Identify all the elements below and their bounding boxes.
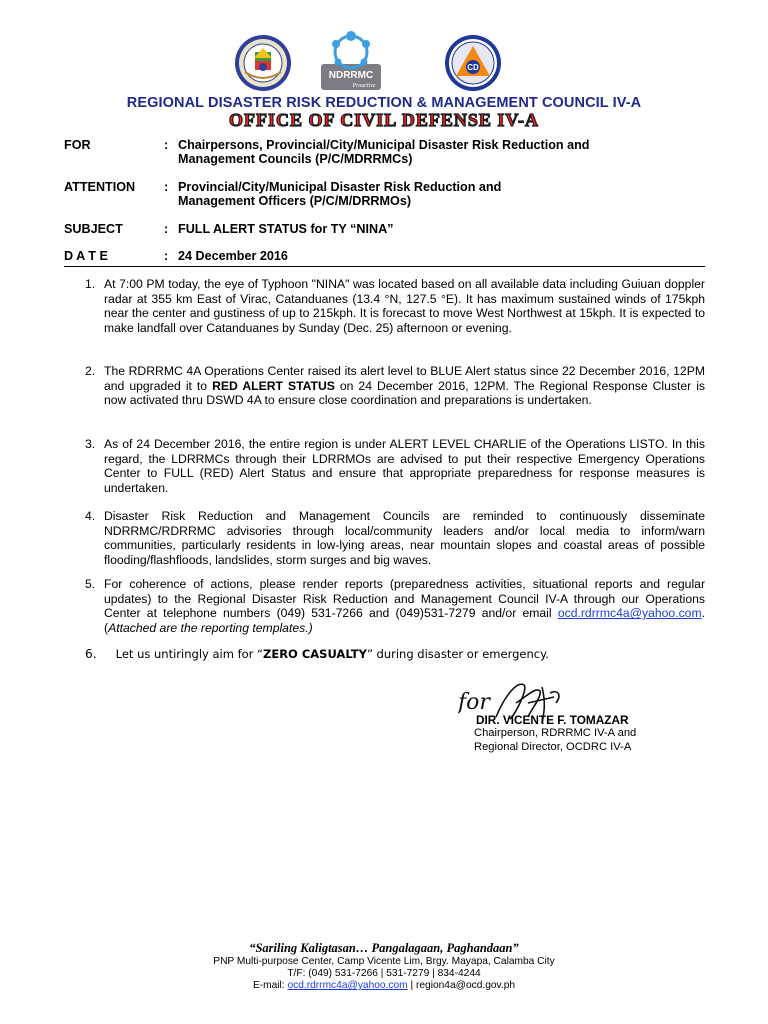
for-value-line-1: Chairpersons, Provincial/City/Municipal Disaster Risk Reduction and xyxy=(178,138,590,152)
for-value xyxy=(178,138,718,166)
footer-phones: T/F: (049) 531-7266 | 531-7279 | 834-4244 xyxy=(287,968,481,979)
paragraph-3-number: 3. xyxy=(85,437,96,451)
signature-for-script: for xyxy=(458,690,490,715)
ndrrmc-logo-tag: Proactive xyxy=(352,83,376,89)
attention-value-line-1: Provincial/City/Municipal Disaster Risk Reduction and xyxy=(178,180,502,194)
signatory-name: DIR. VICENTE F. TOMAZAR xyxy=(476,713,629,727)
subject-value: FULL ALERT STATUS for TY “NINA” xyxy=(178,222,394,236)
subject-label: SUBJECT xyxy=(64,222,123,236)
paragraph-3 xyxy=(85,437,705,495)
paragraph-5 xyxy=(85,577,705,635)
footer-email-link[interactable]: ocd.rdrrmc4a@yahoo.com xyxy=(287,980,408,991)
paragraph-2-part-b: on 24 December 2016, 12PM. The Regional Response Cluster is now activated thru DSWD 4A to ensure close coordination and preparations is undertaken. xyxy=(104,378,705,408)
footer-email-line xyxy=(0,980,768,991)
red-alert-status-text: RED ALERT STATUS xyxy=(212,378,335,393)
date-label: D A T E xyxy=(64,249,108,263)
paragraph-5-part-a: For coherence of actions, please render reports (preparedness activities, situational reports and regular updates) to the Regional Disaster Risk Reduction and Management Council IV-A through our Operations Center at telephone numbers (049) 531-7266 and (049)531-7279 and/or email xyxy=(104,577,705,621)
paragraph-4-text: Disaster Risk Reduction and Management Councils are reminded to continuously disseminate NDRRMC/RDRRMC advisories through local/community leaders and/or local media to inform/warn communities, particularly residents in low-lying areas, near mountain slopes and coastal areas of possible flooding/flashfloods, landslides, storm surges and big waves. xyxy=(104,509,705,567)
for-colon: : xyxy=(164,138,169,152)
office-title: OFFICE OF CIVIL DEFENSE IV-A xyxy=(228,110,540,130)
paragraph-3-text: As of 24 December 2016, the entire region is under ALERT LEVEL CHARLIE of the Operations LISTO. In this regard, the LDRRMCs through their LDRRMOs are advised to put their respective Emergency Operations Center to FULL (RED) Alert Status and ensure that appropriate preparedness for response measures is undertaken. xyxy=(104,437,705,495)
attention-value xyxy=(178,180,718,208)
ocd-logo-text: CD xyxy=(467,63,479,72)
paragraph-2-number: 2. xyxy=(85,364,96,378)
footer-email-secondary: | region4a@ocd.gov.ph xyxy=(407,980,516,991)
date-colon: : xyxy=(164,249,169,263)
subject-colon: : xyxy=(164,222,169,236)
paragraph-6-text xyxy=(116,647,549,661)
paragraph-5-number: 5. xyxy=(85,577,96,591)
paragraph-2 xyxy=(85,364,705,408)
paragraph-1-number: 1. xyxy=(85,277,96,291)
paragraph-1-text: At 7:00 PM today, the eye of Typhoon "NINA" was located based on all available data including Guiuan doppler radar at 355 km East of Virac, Catanduanes (13.4 °N, 127.5 °E). It has maximum sustained winds of 175kph near the center and gustiness of up to 215kph. It is forecast to move West Northwest at 15kph. It is expected to make landfall over Catanduanes by Sunday (Dec. 25) afternoon or evening. xyxy=(104,277,705,335)
paragraph-2-part-a: The RDRRMC 4A Operations Center raised its alert level to BLUE Alert status since 22 December 2016, 12PM and upgraded it to xyxy=(104,364,705,393)
zero-casualty-text: ZERO CASUALTY xyxy=(263,647,367,661)
footer-motto: “Sariling Kaligtasan… Pangalagaan, Paghandaan” xyxy=(249,941,519,955)
paragraph-2-text xyxy=(104,364,705,408)
paragraph-4 xyxy=(85,509,705,567)
footer-email-label: E-mail: xyxy=(252,980,288,991)
ndrrmc-logo xyxy=(318,30,384,92)
signatory-title-1: Chairperson, RDRRMC IV-A and xyxy=(474,727,637,739)
ndrrmc-logo-text: NDRRMC xyxy=(328,70,374,81)
paragraph-5-part-b: . ( xyxy=(104,606,705,635)
for-value-line-2: Management Councils (P/C/MDRRMCs) xyxy=(178,152,413,166)
signatory-title-2: Regional Director, OCDRC IV-A xyxy=(474,741,632,753)
footer-address: PNP Multi-purpose Center, Camp Vicente Lim, Brgy. Mayapa, Calamba City xyxy=(213,956,555,967)
attention-value-line-2: Management Officers (P/C/M/DRRMOs) xyxy=(178,194,412,208)
paragraph-6-part-b: ” during disaster or emergency. xyxy=(366,647,549,661)
templates-note: Attached are the reporting templates.) xyxy=(108,620,313,635)
logo-strip xyxy=(0,34,768,92)
attention-colon: : xyxy=(164,180,169,194)
attention-label: ATTENTION xyxy=(64,180,136,194)
rdrrmc-seal-logo xyxy=(228,34,298,92)
paragraph-6-number: 6. xyxy=(85,647,97,661)
paragraph-1 xyxy=(85,277,705,335)
email-link[interactable]: ocd.rdrrmc4a@yahoo.com xyxy=(557,606,702,621)
ocd-seal-logo xyxy=(438,34,508,92)
paragraph-5-text xyxy=(104,577,705,635)
paragraph-4-number: 4. xyxy=(85,509,96,523)
date-value: 24 December 2016 xyxy=(178,249,288,263)
header-divider xyxy=(64,266,705,267)
paragraph-6 xyxy=(85,647,549,661)
paragraph-6-part-a: Let us untiringly aim for “ xyxy=(115,647,263,661)
council-title: REGIONAL DISASTER RISK REDUCTION & MANAGEMENT COUNCIL IV-A xyxy=(126,95,642,111)
for-label: FOR xyxy=(64,138,91,152)
